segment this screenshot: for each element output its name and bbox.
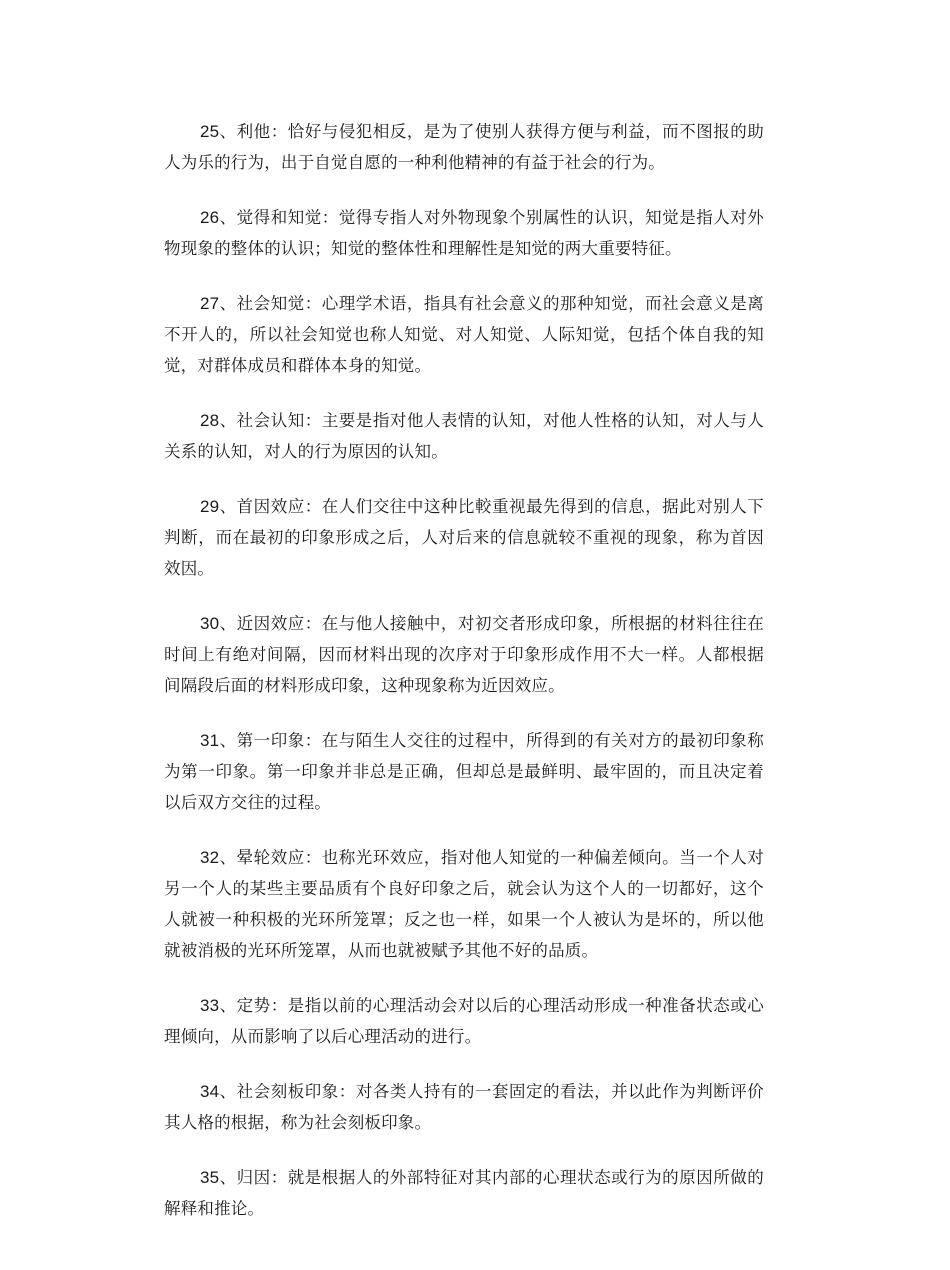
entry-number: 25: [200, 122, 220, 141]
entry-text: 、社会认知：主要是指对他人表情的认知，对他人性格的认知，对人与人关系的认知，对人的行为原因的认知。: [164, 411, 764, 461]
entry-text: 、社会知觉：心理学术语，指具有社会意义的那种知觉，而社会意义是离不开人的，所以社会知觉也称人知觉、对人知觉、人际知觉，包括个体自我的知觉，对群体成员和群体本身的知觉。: [164, 294, 764, 375]
entry-27: [164, 288, 764, 381]
entry-30: [164, 608, 764, 701]
entry-number: 29: [200, 497, 220, 516]
entry-26: [164, 202, 764, 264]
entry-number: 28: [200, 411, 220, 430]
entry-number: 35: [200, 1168, 220, 1187]
entry-text: 、社会刻板印象：对各类人持有的一套固定的看法，并以此作为判断评价其人格的根据，称为社会刻板印象。: [164, 1082, 764, 1132]
entry-34: [164, 1076, 764, 1138]
entry-28: [164, 405, 764, 467]
entry-35: [164, 1162, 764, 1224]
entry-number: 33: [200, 996, 220, 1015]
entry-33: [164, 990, 764, 1052]
entry-text: 、首因效应：在人们交往中这种比較重视最先得到的信息，据此对别人下判断，而在最初的印象形成之后，人对后来的信息就较不重视的现象，称为首因效因。: [164, 497, 764, 578]
entry-text: 、第一印象：在与陌生人交往的过程中，所得到的有关对方的最初印象称为第一印象。第一印象并非总是正确，但却总是最鲜明、最牢固的，而且决定着以后双方交往的过程。: [164, 731, 764, 812]
entry-text: 、利他：恰好与侵犯相反，是为了使别人获得方便与利益，而不图报的助人为乐的行为，出于自觉自愿的一种利他精神的有益于社会的行为。: [164, 122, 764, 172]
entry-number: 27: [200, 294, 220, 313]
entry-number: 30: [200, 614, 220, 633]
entry-31: [164, 725, 764, 818]
entry-number: 26: [200, 208, 220, 227]
entry-number: 34: [200, 1082, 220, 1101]
entry-number: 32: [200, 848, 220, 867]
entry-32: [164, 842, 764, 966]
entry-text: 、归因：就是根据人的外部特征对其内部的心理状态或行为的原因所做的解释和推论。: [164, 1168, 764, 1218]
entry-29: [164, 491, 764, 584]
entry-text: 、晕轮效应：也称光环效应，指对他人知觉的一种偏差倾向。当一个人对另一个人的某些主要品质有个良好印象之后，就会认为这个人的一切都好，这个人就被一种积极的光环所笼罩；反之也一样，如果一个人被认为是坏的，所以他就被消极的光环所笼罩，从而也就被赋予其他不好的品质。: [164, 848, 764, 960]
entry-number: 31: [200, 731, 220, 750]
entry-25: [164, 116, 764, 178]
entry-text: 、近因效应：在与他人接触中，对初交者形成印象，所根据的材料往往在时间上有绝对间隔，因而材料出现的次序对于印象形成作用不大一样。人都根据间隔段后面的材料形成印象，这种现象称为近因效应。: [164, 614, 764, 695]
entry-text: 、定势：是指以前的心理活动会对以后的心理活动形成一种准备状态或心理倾向，从而影响了以后心理活动的进行。: [164, 996, 764, 1046]
entry-text: 、觉得和知觉：觉得专指人对外物现象个别属性的认识，知觉是指人对外物现象的整体的认识；知觉的整体性和理解性是知觉的两大重要特征。: [164, 208, 764, 258]
